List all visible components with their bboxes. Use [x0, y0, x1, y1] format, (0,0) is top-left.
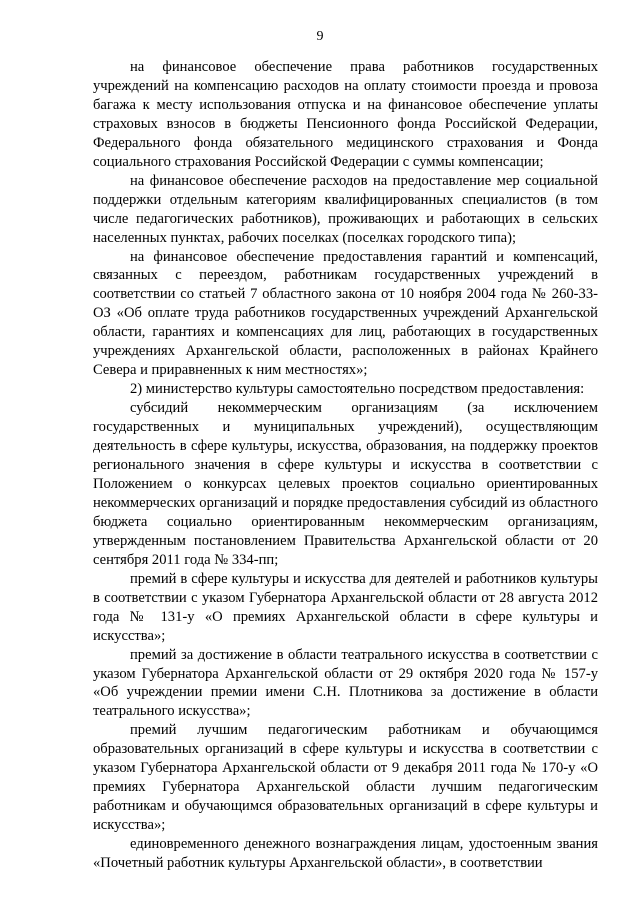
- paragraph-teacher-awards: премий лучшим педагогическим работникам и обучающимся образовательных организаций в сфере культуры и искусства в соответствии с указом Губернатора Архангельской области от 9 декабря 2011 года № 170-у «О премиях Губернатора Архангельской области лучшим педагогическим работникам и обучающимся образовательных организаций в сфере культуры и искусства»;: [93, 722, 598, 834]
- page-number: 9: [316, 29, 324, 44]
- document-body: [93, 58, 598, 873]
- paragraph-culture-awards: премий в сфере культуры и искусства для деятелей и работников культуры в соответствии с указом Губернатора Архангельской области от 28 августа 2012 года № 131-у «О премиях Архангельской области в сфере культуры и искусства»;: [93, 570, 598, 644]
- paragraph-ministry-of-culture: 2) министерство культуры самостоятельно посредством предоставления:: [130, 381, 585, 398]
- paragraph-social-support: на финансовое обеспечение расходов на предоставление мер социальной поддержки отдельным категориям квалифицированных специалистов (в том числе педагогических работников), проживающих и работающих в сельских населенных пунктах, рабочих поселках (поселках городского типа);: [93, 172, 598, 246]
- paragraph-travel-compensation: на финансовое обеспечение права работников государственных учреждений на компенсацию расходов на оплату стоимости проезда и провоза багажа к месту использования отпуска и на финансовое обеспечение уплаты страховых взносов в бюджеты Пенсионного фонда Российской Федерации, Федерального фонда обязательного медицинского страхования и Фонда социального страхования Российской Федерации с суммы компенсации;: [93, 59, 598, 170]
- paragraph-relocation-guarantees: на финансовое обеспечение предоставления гарантий и компенсаций, связанных с переездом, работникам государственных учреждений в соответствии со статьей 7 областного закона от 10 ноября 2004 года № 260-33-ОЗ «Об оплате труда работников государственных учреждений Архангельской области, гарантиях и компенсациях для лиц, работающих в государственных учреждениях Архангельской области, расположенных в районах Крайнего Севера и приравненных к ним местностях»;: [93, 248, 598, 379]
- paragraph-nonprofit-subsidies: субсидий некоммерческим организациям (за исключением государственных и муниципальных учреждений), осуществляющим деятельность в сфере культуры, искусства, образования, на поддержку проектов регионального значения в сфере культуры и искусства в соответствии с Положением о конкурсах целевых проектов социально ориентированных некоммерческих организаций и порядке предоставления субсидий из областного бюджета социально ориентированным некоммерческим организациям, утвержденным постановлением Правительства Архангельской области от 20 сентября 2011 года № 334-пп;: [93, 400, 598, 568]
- paragraph-theatre-award: премий за достижение в области театрального искусства в соответствии с указом Губернатора Архангельской области от 29 октября 2020 года № 157-у «Об учреждении премии имени С.Н. Плотникова за достижение в области театрального искусства»;: [93, 646, 598, 720]
- paragraph-honorary-title: единовременного денежного вознаграждения лицам, удостоенным звания «Почетный работник культуры Архангельской области», в соответствии: [93, 836, 598, 872]
